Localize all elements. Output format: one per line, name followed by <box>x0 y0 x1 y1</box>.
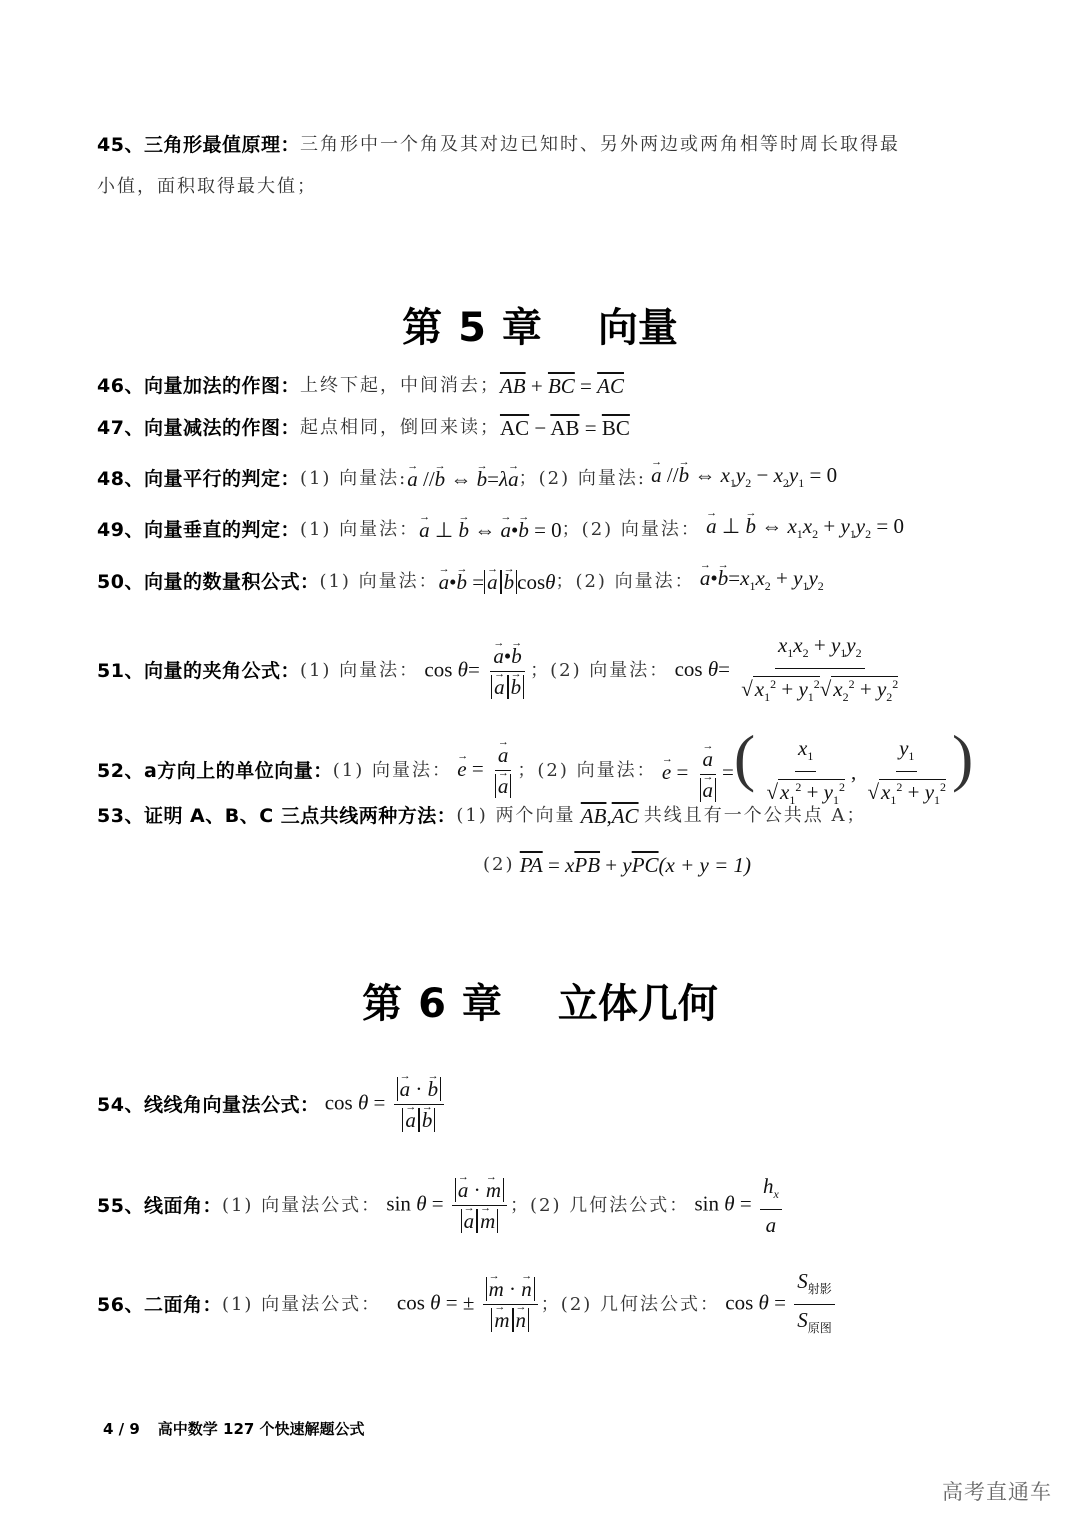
item-55 <box>97 1173 785 1238</box>
item-title: 54、线线角向量法公式： <box>97 1093 320 1116</box>
item-text: 三角形中一个角及其对边已知时、另外两边或两角相等时周长取得最 <box>299 134 900 155</box>
item-53-method-2 <box>483 851 751 879</box>
method-label: ；(2) 向量法： <box>555 571 695 593</box>
method-label: ；(2) 向量法： <box>561 519 701 541</box>
formula-collinear-vectors: $\overline{AB},\overline{AC}$ <box>580 804 639 828</box>
formula-dot-product-2: → a•→ $b=x_1x_2 + y_1y_2$ <box>695 564 824 600</box>
item-title: 51、向量的夹角公式： <box>97 660 300 683</box>
method-label: (1) 向量法公式： <box>221 1194 382 1216</box>
item-text: 起点相同，倒回来读； <box>299 417 500 438</box>
item-title: 53、证明 A、B、C 三点共线两种方法： <box>97 805 457 827</box>
watermark: 高考直通车 <box>942 1480 1052 1504</box>
formula-parallel-2: → a //→ b ⇔ $x_1y_2 - x_2y_1 = 0$ <box>646 461 837 497</box>
item-48 <box>97 461 837 497</box>
item-title: 45、三角形最值原理： <box>97 134 300 156</box>
item-46 <box>97 372 624 400</box>
item-47 <box>97 414 630 442</box>
item-text: 共线且有一个公共点 A； <box>643 805 867 826</box>
page-number: 4 / 9 <box>103 1420 140 1438</box>
item-title: 46、向量加法的作图： <box>97 375 300 397</box>
chapter-name: 向量 <box>597 305 678 351</box>
item-title: 50、向量的数量积公式： <box>97 571 320 594</box>
formula-dihedral-2: cos θ = $\frac{S_{射影}}{S_{原图}}$ <box>720 1268 838 1341</box>
method-label: (2) <box>483 854 515 875</box>
formula-dot-product-1: → a•→ b = → a → b cosθ <box>439 568 556 596</box>
method-label: (1) 两个向量 <box>456 805 576 826</box>
formula-collinear-2: $\overline{PA} = x\overline{PB} + y\overline{PC}(x + y = 1)$ <box>519 853 752 877</box>
item-text: 小值，面积取得最大值； <box>97 176 317 197</box>
item-text: 上终下起，中间消去； <box>299 375 500 396</box>
method-label: (1) 向量法： <box>299 660 420 682</box>
formula-angle-2: cos θ= $\frac{x_1x_2 + y_1y_2}{√x_1^2 + y_1^2√x_2^2 + y_2^2}$ <box>674 633 899 705</box>
chapter-number: 第 6 章 <box>362 981 502 1027</box>
item-title: 52、a方向上的单位向量： <box>97 759 333 782</box>
item-54 <box>97 1076 447 1133</box>
method-label: (1) 向量法： <box>299 519 420 541</box>
item-title: 47、向量减法的作图： <box>97 417 300 439</box>
item-title: 56、二面角： <box>97 1293 222 1316</box>
item-title: 49、向量垂直的判定： <box>97 519 300 542</box>
item-49 <box>97 512 904 548</box>
item-45 <box>97 131 900 159</box>
item-50 <box>97 564 824 600</box>
formula-line-plane-2: sin θ = $\frac{h_x}{a}$ <box>689 1173 785 1238</box>
formula-perpendicular-1: → a ⊥ → b ⇔ → a•→ b = 0 <box>419 516 562 544</box>
formula-perpendicular-2: → a ⊥ → b ⇔ $x_1x_2 + y_1y_2 = 0$ <box>701 512 904 548</box>
item-title: 55、线面角： <box>97 1194 222 1217</box>
item-45-continuation <box>97 173 317 201</box>
formula-unit-vector-1: → e = → a → a <box>452 742 517 799</box>
formula-vector-subtraction: $\overline{AC} - \overline{AB} = \overline{BC}$ <box>499 416 630 440</box>
chapter-number: 第 5 章 <box>402 305 542 351</box>
item-52 <box>97 722 974 813</box>
method-label: ；(2) 几何法公式： <box>510 1194 690 1216</box>
page-footer <box>103 1418 365 1439</box>
formula-angle-1: cos θ= → a•→ b → a → b <box>419 643 530 700</box>
formula-parallel-1: → a //→ b ⇔ → b=λ→ a <box>407 465 518 493</box>
item-56 <box>97 1268 838 1341</box>
item-title: 48、向量平行的判定： <box>97 468 300 491</box>
chapter-6-heading <box>0 972 1080 1029</box>
formula-line-plane-1: sin θ = → a · → m → a → m <box>381 1177 510 1234</box>
method-label: ；(2) 几何法公式： <box>540 1293 721 1315</box>
method-label: ；(2) 向量法： <box>517 759 657 781</box>
method-label: (1) 向量法： <box>332 759 452 781</box>
chapter-name: 立体几何 <box>557 981 718 1027</box>
method-label: (1) 向量法： <box>319 571 439 593</box>
document-title: 高中数学 127 个快速解题公式 <box>157 1420 365 1438</box>
method-label: (1) 向量法公式： <box>221 1293 382 1315</box>
formula-vector-addition: $\overline{AB} + \overline{BC} = \overline{AC}$ <box>499 374 624 398</box>
method-label: ；(2) 向量法: <box>518 468 646 490</box>
item-51 <box>97 632 904 710</box>
chapter-5-heading <box>0 296 1080 353</box>
item-53 <box>97 802 867 830</box>
method-label: (1) 向量法: <box>299 468 408 490</box>
formula-dihedral-1: cos θ = ± → m · → n → m → n <box>381 1276 541 1333</box>
formula-unit-vector-2: → e = → a → a =( $\frac{x_1}{√x_1^2 + y_1^2}$ , $\frac{y_1}{√x_1^2 + y_1^2}$ ) <box>657 728 974 813</box>
method-label: ；(2) 向量法： <box>530 660 670 682</box>
formula-line-line-angle: cos θ = → a · → b → a → b <box>319 1076 447 1133</box>
